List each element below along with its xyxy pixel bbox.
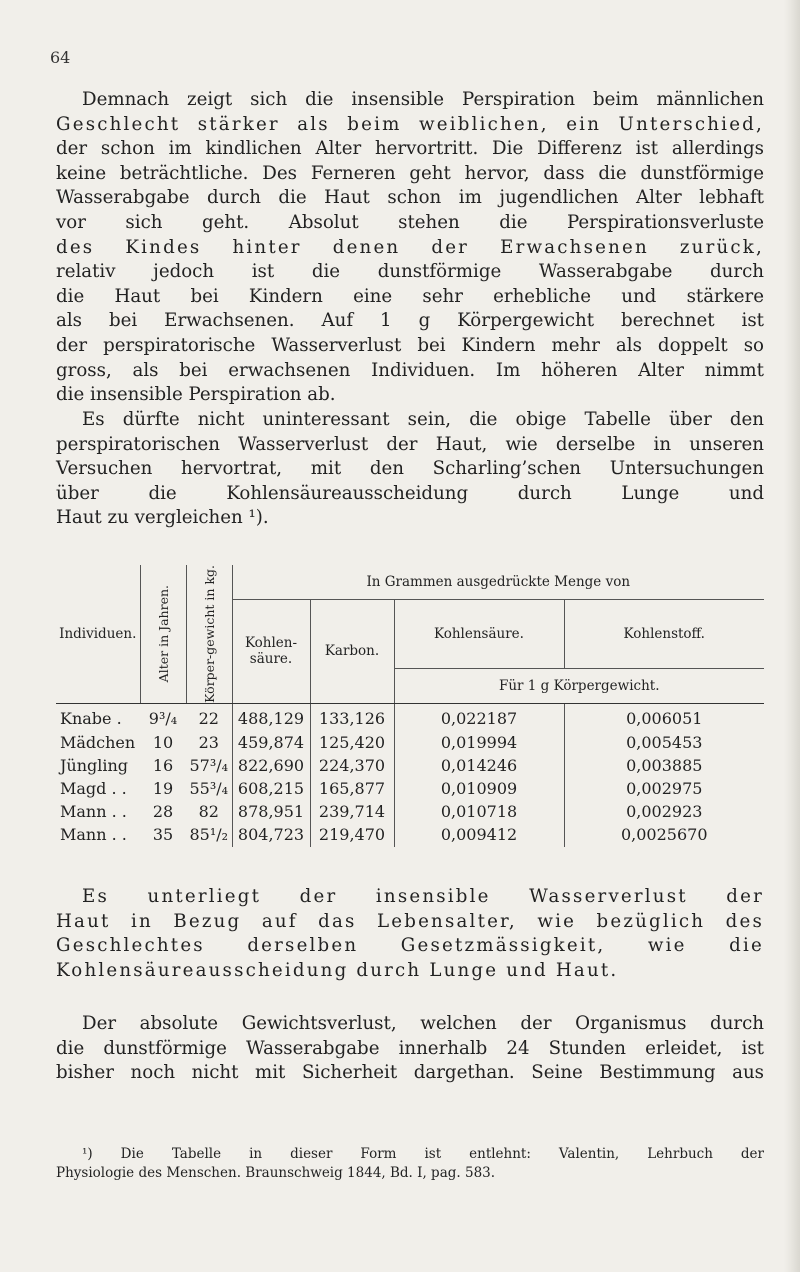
text-line: über die Kohlensäureausscheidung durch Lunge und [56,482,764,504]
header-kohlenstoff-pro-g: Kohlenstoff. [564,600,764,669]
text-line: keine beträchtliche. Des Ferneren geht hervor, dass die dunstförmige [56,162,764,184]
cell-gewicht: 23 [198,732,219,752]
cell-kst_pro_g: 0,006051 [564,703,764,731]
cell-ks_pro_g: 0,022187 [394,703,564,731]
table-row [56,801,764,824]
cell-gewicht: 85¹/₂ [189,825,229,845]
header-kohlensaeure-pro-g: Kohlensäure. [394,600,564,669]
text-line: Wasserabgabe durch die Haut schon im jugendlichen Alter lebhaft [56,187,764,209]
text-line: Es dürfte nicht uninteressant sein, die obige Tabelle über den [82,409,764,430]
cell-gewicht: 55³/₄ [189,778,229,798]
page-edge [784,0,800,1272]
text-line: Versuchen hervortrat, mit den Scharling’schen Untersuchungen [56,458,764,480]
text-line: Geschlecht stärker als beim weiblichen, ein Unterschied, [56,113,764,135]
footnote [56,1145,764,1183]
cell-name: Knabe . [60,709,122,729]
text-line: Haut zu vergleichen ¹). [56,507,269,529]
cell-kst_pro_g: 0,002975 [564,777,764,800]
text-line: perspiratorischen Wasserverlust der Haut, wie derselbe in unseren [56,433,764,455]
header-gewicht: Körper-gewicht in kg. [186,565,232,703]
paragraph-3 [56,885,764,983]
text-line: die Haut bei Kindern eine sehr erhebliche und stärkere [56,285,764,307]
cell-ks_pro_g: 0,019994 [394,731,564,754]
text-line: die insensible Perspiration ab. [56,384,336,406]
cell-alter: 35 [152,825,174,845]
cell-ks_pro_g: 0,010909 [394,777,564,800]
cell-name: Magd . . [60,778,127,798]
cell-kohlensaeure: 608,215 [232,777,310,800]
cell-karbon: 224,370 [310,754,394,777]
text-line: Haut in Bezug auf das Lebensalter, wie bezüglich des [56,910,764,932]
cell-karbon: 165,877 [310,777,394,800]
cell-alter: 16 [152,755,174,775]
page-number: 64 [50,48,71,67]
table-row [56,777,764,800]
header-group: In Grammen ausgedrückte Menge von [232,565,764,600]
text-line: Demnach zeigt sich die insensible Perspiration beim männlichen [82,89,764,110]
text-line: relativ jedoch ist die dunstförmige Wasserabgabe durch [56,261,764,283]
cell-karbon: 239,714 [310,801,394,824]
cell-karbon: 133,126 [310,703,394,731]
cell-kst_pro_g: 0,0025670 [564,824,764,847]
text-line: Geschlechtes derselben Gesetzmässigkeit, wie die [56,935,764,957]
cell-ks_pro_g: 0,009412 [394,824,564,847]
text-line: bisher noch nicht mit Sicherheit dargethan. Seine Bestimmung aus [56,1062,764,1084]
cell-gewicht: 82 [198,802,219,822]
table-row [56,731,764,754]
cell-ks_pro_g: 0,014246 [394,754,564,777]
header-alter: Alter in Jahren. [140,565,186,703]
table-row [56,754,764,777]
footnote-line: ¹) Die Tabelle in dieser Form ist entlehnt: Valentin, Lehrbuch der [82,1146,764,1162]
cell-name: Mädchen [60,732,136,752]
table-row [56,703,764,731]
cell-kohlensaeure: 878,951 [232,801,310,824]
table-body [56,703,764,847]
cell-kohlensaeure: 488,129 [232,703,310,731]
cell-alter: 9³/₄ [148,709,178,729]
header-karbon: Karbon. [310,600,394,704]
table-row [56,824,764,847]
data-table [56,565,764,847]
cell-name: Mann . . [60,802,127,822]
cell-kst_pro_g: 0,005453 [564,731,764,754]
cell-kst_pro_g: 0,003885 [564,754,764,777]
header-kohlensaeure: Kohlen-säure. [232,600,310,704]
footnote-line: Physiologie des Menschen. Braunschweig 1844, Bd. I, pag. 583. [56,1165,496,1181]
cell-ks_pro_g: 0,010718 [394,801,564,824]
text-line: der schon im kindlichen Alter hervortritt. Die Differenz ist allerdings [56,138,764,160]
text-line: gross, als bei erwachsenen Individuen. Im höheren Alter nimmt [56,359,764,381]
paragraph-4 [56,1012,764,1086]
cell-alter: 28 [152,802,174,822]
text-line: vor sich geht. Absolut stehen die Perspirationsverluste [56,211,764,233]
text-line: Der absolute Gewichtsverlust, welchen der Organismus durch [82,1013,764,1034]
header-sub: Für 1 g Körpergewicht. [394,668,764,703]
cell-kohlensaeure: 804,723 [232,824,310,847]
cell-gewicht: 57³/₄ [189,755,229,775]
cell-karbon: 219,470 [310,824,394,847]
cell-name: Jüngling [60,755,129,775]
cell-alter: 19 [152,778,174,798]
text-line: Kohlensäureausscheidung durch Lunge und Haut. [56,959,619,981]
text-line: als bei Erwachsenen. Auf 1 g Körpergewicht berechnet ist [56,310,764,332]
paragraph-2 [56,408,764,531]
text-line: die dunstförmige Wasserabgabe innerhalb 24 Stunden erleidet, ist [56,1037,764,1059]
cell-kst_pro_g: 0,002923 [564,801,764,824]
cell-kohlensaeure: 459,874 [232,731,310,754]
cell-alter: 10 [152,732,174,752]
text-line: der perspiratorische Wasserverlust bei Kindern mehr als doppelt so [56,334,764,356]
text-line: des Kindes hinter denen der Erwachsenen zurück, [56,236,764,258]
cell-karbon: 125,420 [310,731,394,754]
header-individuen: Individuen. [56,565,140,703]
paragraph-1 [56,88,764,408]
cell-kohlensaeure: 822,690 [232,754,310,777]
cell-gewicht: 22 [198,709,219,729]
text-line: Es unterliegt der insensible Wasserverlust der [82,886,764,907]
cell-name: Mann . . [60,825,127,845]
